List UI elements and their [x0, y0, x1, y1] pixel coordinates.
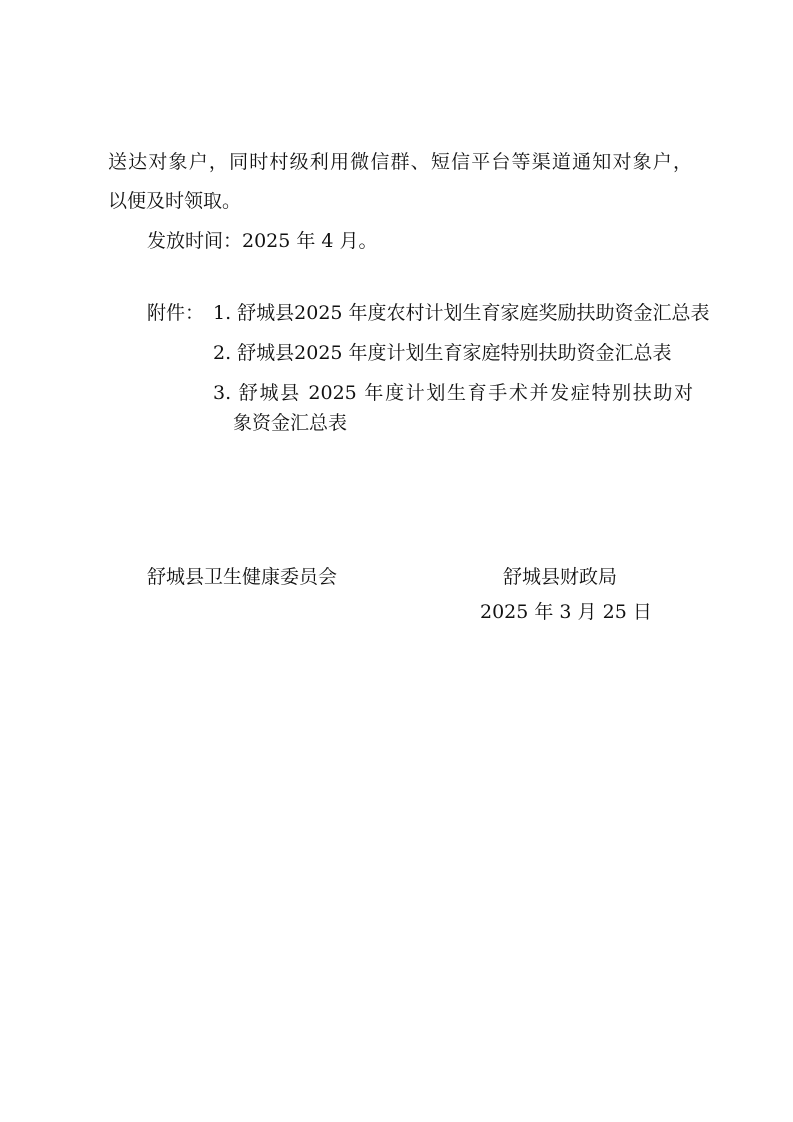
paragraph-line-1: 送达对象户，同时村级利用微信群、短信平台等渠道通知对象户， [108, 151, 692, 173]
signature-org-finance-bureau: 舒城县财政局 [503, 566, 618, 588]
paragraph-line-2: 以便及时领取。 [108, 190, 242, 212]
attachment-item-3-line-2: 象资金汇总表 [233, 412, 348, 434]
attachment-item-3-line-1: 3. 舒城县 2025 年度计划生育手术并发症特别扶助对 [213, 382, 693, 404]
attachment-item-2: 2. 舒城县2025 年度计划生育家庭特别扶助资金汇总表 [213, 342, 672, 364]
signature-date: 2025 年 3 月 25 日 [480, 601, 652, 623]
issue-time: 发放时间：2025 年 4 月。 [147, 230, 378, 252]
attachments-label: 附件： [147, 302, 205, 324]
signature-org-health-commission: 舒城县卫生健康委员会 [147, 566, 338, 588]
attachment-item-1: 1. 舒城县2025 年度农村计划生育家庭奖励扶助资金汇总表 [213, 302, 710, 324]
